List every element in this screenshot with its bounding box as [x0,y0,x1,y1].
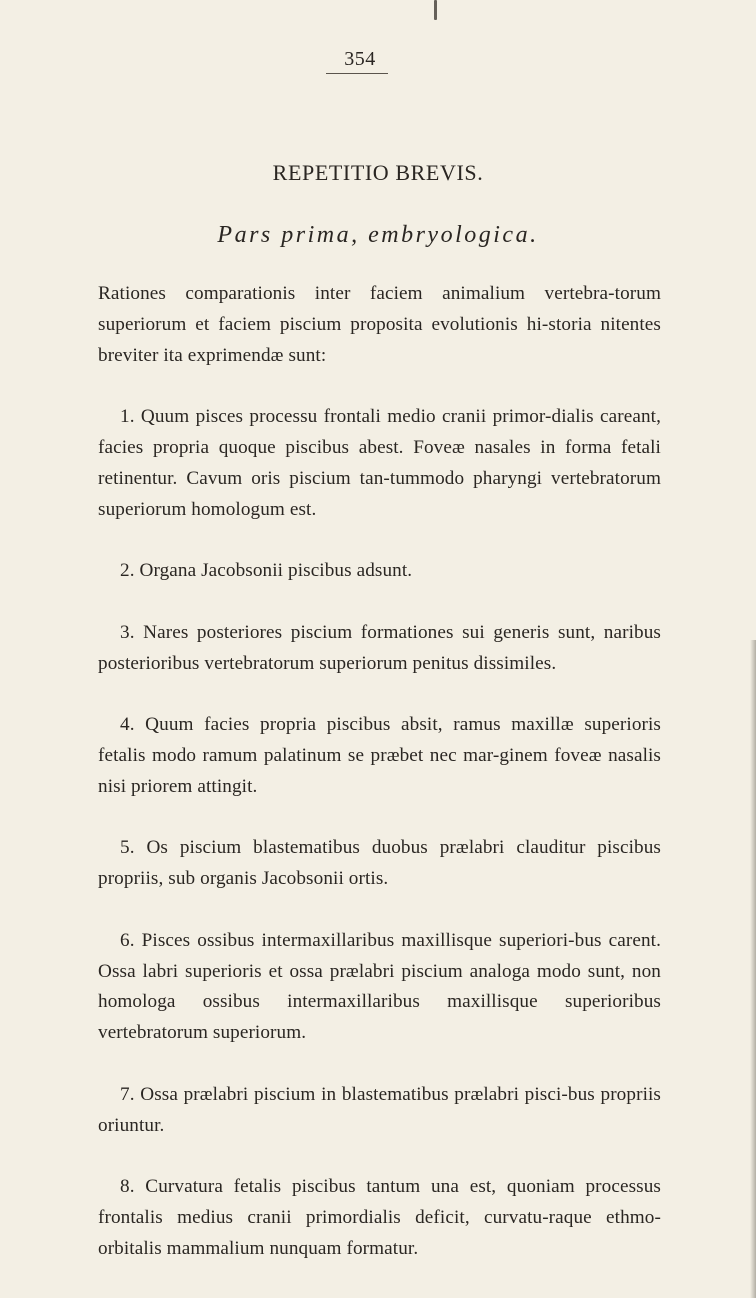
intro-paragraph: Rationes comparationis inter faciem animalium vertebra-torum superiorum et faciem piscium proposita evolutionis hi-storia nitentes breviter ita exprimendæ sunt: [98,283,661,366]
paragraph-5: 5. Os piscium blastematibus duobus prælabri clauditur piscibus propriis, sub organis Jacobsonii ortis. [98,837,661,890]
scan-mark [434,0,437,20]
paragraph-8: 8. Curvatura fetalis piscibus tantum una est, quoniam processus frontalis medius cranii primordialis deficit, curvatu-raque ethmo-orbitalis mammalium nunquam formatur. [98,1176,661,1259]
page-number-rule [326,73,388,74]
paragraph-7: 7. Ossa prælabri piscium in blastematibus prælabri pisci-bus propriis oriuntur. [98,1083,661,1136]
body-text [98,279,661,1295]
section-title: REPETITIO BREVIS. [272,160,484,185]
paragraph-4: 4. Quum facies propria piscibus absit, ramus maxillæ superioris fetalis modo ramum palatinum se præbet nec mar-ginem foveæ nasalis nisi priorem attingit. [98,714,661,797]
paragraph-1: 1. Quum pisces processu frontali medio cranii primor-dialis careant, facies propria quoque piscibus abest. Foveæ nasales in forma fetali retinentur. Cavum oris piscium tan-tummodo pharyngi vertebratorum superiorum homologum est. [98,406,661,520]
page-edge-shadow [750,640,756,1298]
paragraph-3: 3. Nares posteriores piscium formationes sui generis sunt, naribus posterioribus vertebratorum superiorum penitus dissimiles. [98,621,661,674]
paragraph-6: 6. Pisces ossibus intermaxillaribus maxillisque superiori-bus carent. Ossa labri superioris et ossa prælabri piscium analoga modo sunt, non homologa ossibus intermaxillaribus maxillisque superioribus vertebratorum superiorum. [98,929,661,1044]
page-number: 354 [344,48,376,70]
section-subtitle: Pars prima, embryologica. [217,222,539,248]
paragraph-2: 2. Organa Jacobsonii piscibus adsunt. [120,560,413,582]
